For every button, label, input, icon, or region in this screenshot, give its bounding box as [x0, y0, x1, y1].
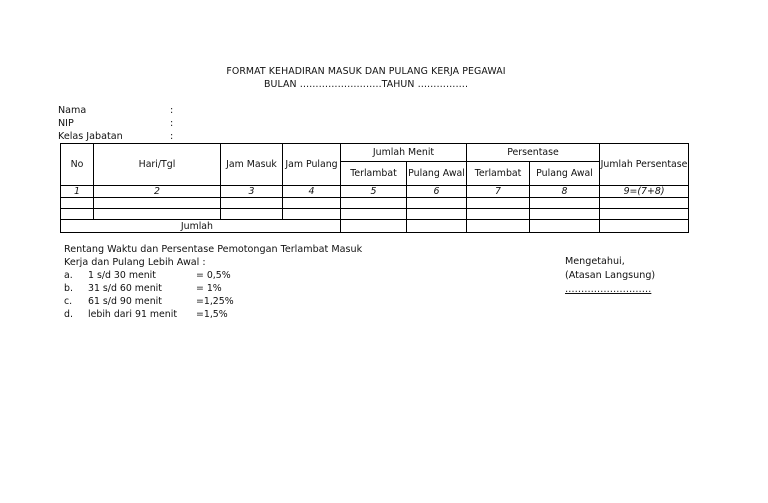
- header-no: No: [61, 144, 94, 186]
- rate-value: =1,5%: [196, 309, 228, 320]
- rate-value: = 1%: [196, 283, 222, 294]
- rate-value: =1,25%: [196, 296, 234, 307]
- table-cell[interactable]: [407, 209, 467, 220]
- table-cell[interactable]: [600, 220, 689, 233]
- rate-range: 31 s/d 60 menit: [88, 283, 162, 294]
- notes-heading-line1: Rentang Waktu dan Persentase Pemotongan Terlambat Masuk: [64, 244, 363, 255]
- field-kelas-jabatan-label: Kelas Jabatan: [58, 131, 123, 142]
- table-row: [61, 209, 689, 220]
- table-cell[interactable]: [600, 209, 689, 220]
- table-cell[interactable]: [407, 198, 467, 209]
- table-cell[interactable]: [467, 209, 530, 220]
- table-cell[interactable]: [61, 209, 94, 220]
- table-cell[interactable]: [341, 220, 407, 233]
- table-row: [61, 198, 689, 209]
- signature-atasan: (Atasan Langsung): [565, 270, 656, 281]
- table-cell[interactable]: [221, 209, 283, 220]
- col-number: 9=(7+8): [600, 186, 689, 198]
- rate-value: = 0,5%: [196, 270, 231, 281]
- notes-heading-line2: Kerja dan Pulang Lebih Awal :: [64, 257, 206, 268]
- rate-range: 1 s/d 30 menit: [88, 270, 156, 281]
- document-subtitle: BULAN ……………………..TAHUN …………….: [263, 79, 469, 90]
- header-jam-masuk: Jam Masuk: [221, 144, 283, 186]
- field-nama-sep: :: [170, 105, 174, 116]
- rate-key: b.: [64, 283, 73, 294]
- header-jumlah-menit: Jumlah Menit: [341, 144, 467, 162]
- table-row-total: [61, 220, 689, 233]
- header-pulang-awal-persen: Pulang Awal: [530, 162, 600, 186]
- col-number: 6: [407, 186, 467, 198]
- table-cell[interactable]: [221, 198, 283, 209]
- rate-key: c.: [64, 296, 73, 307]
- header-terlambat-persen: Terlambat: [467, 162, 530, 186]
- table-cell[interactable]: [283, 198, 341, 209]
- field-nip: [58, 118, 173, 129]
- table-cell[interactable]: [530, 220, 600, 233]
- col-number: 1: [61, 186, 94, 198]
- rate-key: a.: [64, 270, 73, 281]
- header-hari-tgl: Hari/Tgl: [94, 144, 221, 186]
- field-nama: [58, 105, 173, 116]
- table-cell[interactable]: [283, 209, 341, 220]
- col-number: 4: [283, 186, 341, 198]
- table-cell[interactable]: [600, 198, 689, 209]
- field-kelas-jabatan-sep: :: [170, 131, 174, 142]
- document-title: FORMAT KEHADIRAN MASUK DAN PULANG KERJA PEGAWAI: [226, 66, 506, 77]
- col-number: 5: [341, 186, 407, 198]
- col-number: 3: [221, 186, 283, 198]
- table-cell[interactable]: [94, 209, 221, 220]
- col-number: 7: [467, 186, 530, 198]
- field-kelas-jabatan: [58, 131, 173, 142]
- rate-range: lebih dari 91 menit: [88, 309, 178, 320]
- table-cell[interactable]: [530, 209, 600, 220]
- header-jam-pulang: Jam Pulang: [283, 144, 341, 186]
- attendance-table: [60, 143, 689, 233]
- table-cell[interactable]: [467, 198, 530, 209]
- table-cell[interactable]: [407, 220, 467, 233]
- signature-mengetahui: Mengetahui,: [565, 256, 625, 267]
- col-number: 2: [94, 186, 221, 198]
- table-cell[interactable]: [341, 198, 407, 209]
- table-cell[interactable]: [341, 209, 407, 220]
- total-label: Jumlah: [61, 220, 341, 233]
- table-cell[interactable]: [94, 198, 221, 209]
- table-cell[interactable]: [61, 198, 94, 209]
- col-number: 8: [530, 186, 600, 198]
- field-nip-sep: :: [170, 118, 174, 129]
- table-cell[interactable]: [467, 220, 530, 233]
- header-terlambat-menit: Terlambat: [341, 162, 407, 186]
- rate-range: 61 s/d 90 menit: [88, 296, 162, 307]
- signature-line: ………………………: [565, 284, 652, 295]
- rate-key: d.: [64, 309, 73, 320]
- table-cell[interactable]: [530, 198, 600, 209]
- header-pulang-awal-menit: Pulang Awal: [407, 162, 467, 186]
- header-jumlah-persentase: Jumlah Persentase: [600, 144, 689, 186]
- header-persentase: Persentase: [467, 144, 600, 162]
- field-nip-label: NIP: [58, 118, 74, 129]
- field-nama-label: Nama: [58, 105, 87, 116]
